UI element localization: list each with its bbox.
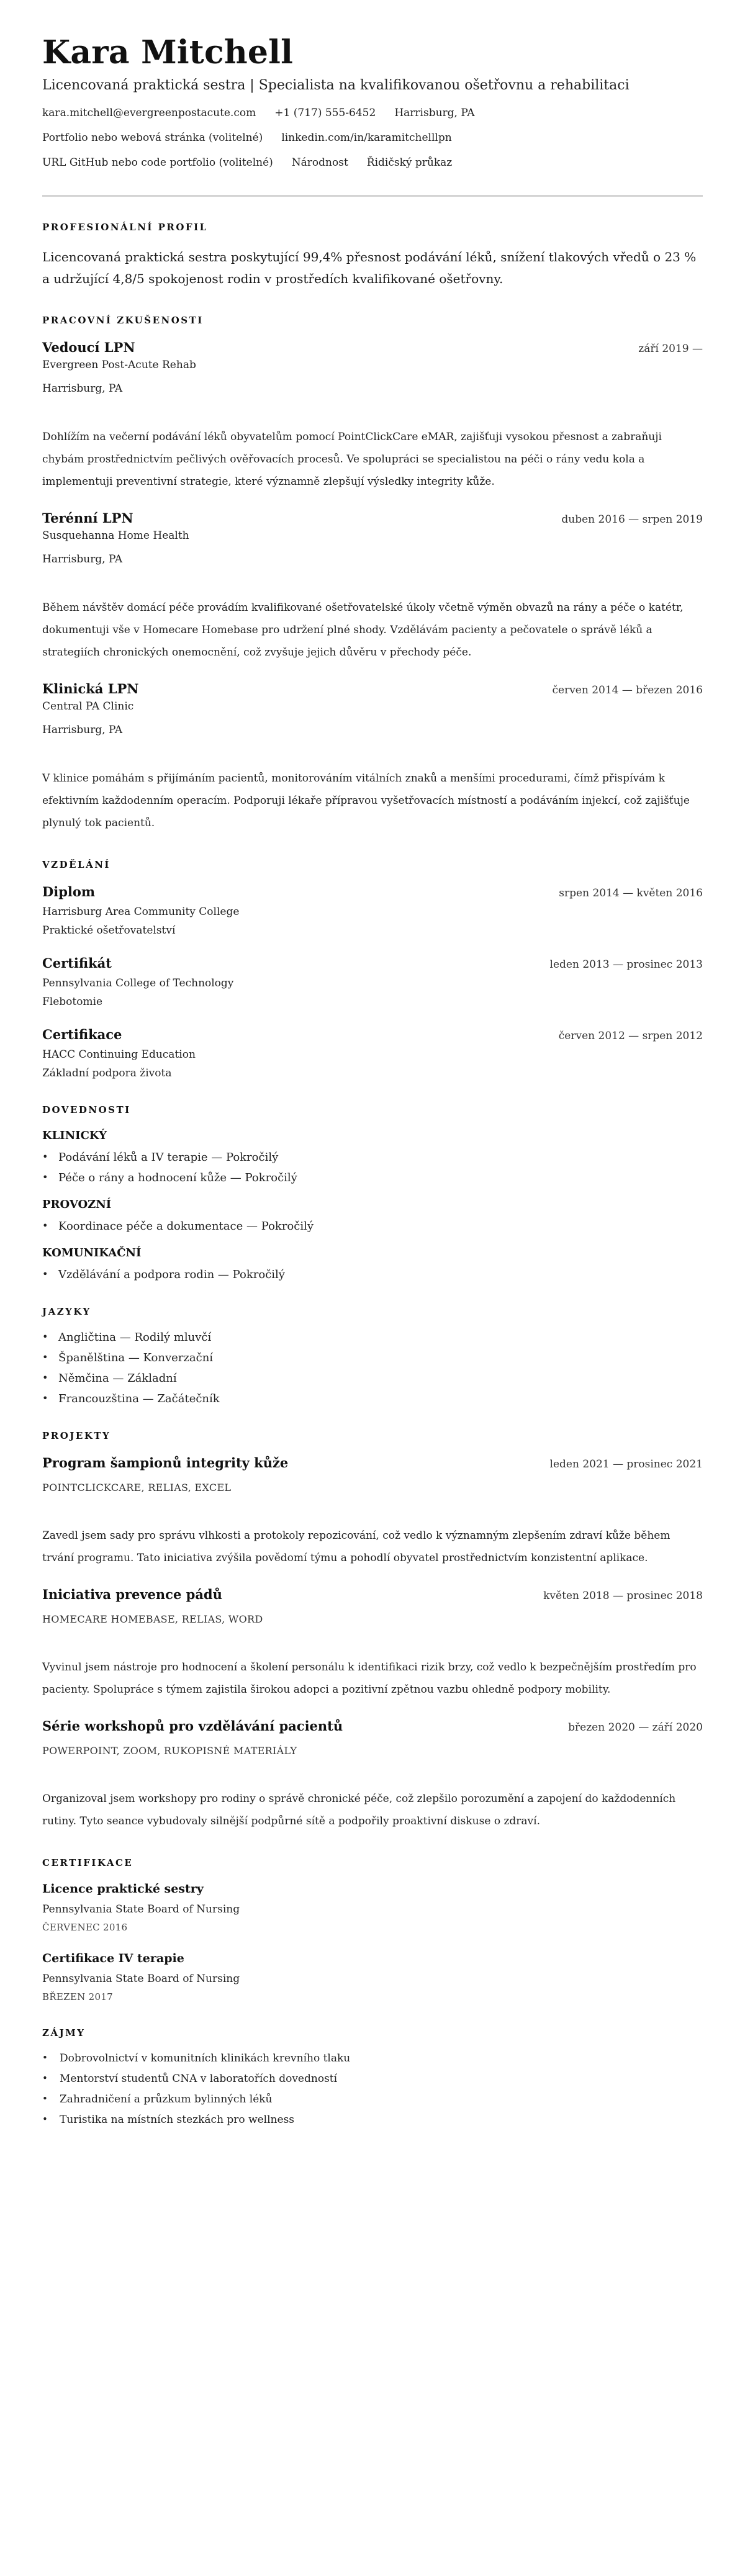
certification-date: ČERVENEC 2016 <box>42 1922 128 1934</box>
company: Central PA Clinic <box>42 700 134 713</box>
job-dates: duben 2016 — srpen 2019 <box>561 513 703 526</box>
interest-list <box>42 2052 703 2126</box>
profile-section <box>42 222 703 290</box>
degree: Diplom <box>42 884 96 900</box>
job-title: Klinická LPN <box>42 681 139 697</box>
section-title: ZÁJMY <box>42 2027 86 2039</box>
project-item <box>42 1587 703 1701</box>
section-title: PROFESIONÁLNÍ PROFIL <box>42 222 208 233</box>
candidate-name: Kara Mitchell <box>42 34 294 71</box>
contact-row <box>42 132 703 144</box>
job-dates: červen 2014 — březen 2016 <box>552 684 703 697</box>
job-location: Harrisburg, PA <box>42 724 123 737</box>
education-dates: červen 2012 — srpen 2012 <box>558 1030 703 1043</box>
phone: +1 (717) 555-6452 <box>274 107 376 120</box>
certification-name: Licence praktické sestry <box>42 1882 204 1896</box>
certification-date: BŘEZEN 2017 <box>42 1991 114 2003</box>
school: HACC Continuing Education <box>42 1048 196 1061</box>
languages-section <box>42 1306 703 1405</box>
project-dates: květen 2018 — prosinec 2018 <box>543 1590 703 1603</box>
field-of-study: Praktické ošetřovatelství <box>42 924 176 937</box>
experience-section <box>42 315 703 834</box>
skill-list <box>42 1220 703 1233</box>
skill-list <box>42 1151 703 1184</box>
interest-item: • Dobrovolnictví v komunitních klinikách krevního tlaku <box>60 2052 703 2065</box>
header-divider <box>42 195 703 197</box>
project-tech: POWERPOINT, ZOOM, RUKOPISNÉ MATERIÁLY <box>42 1745 297 1757</box>
certification-issuer: Pennsylvania State Board of Nursing <box>42 1973 240 1986</box>
job-location: Harrisburg, PA <box>42 382 123 395</box>
project-name: Série workshopů pro vzdělávání pacientů <box>42 1718 343 1734</box>
projects-section <box>42 1430 703 1832</box>
nationality: Národnost <box>291 156 348 169</box>
location: Harrisburg, PA <box>394 107 475 120</box>
education-item <box>42 1027 703 1079</box>
experience-item <box>42 510 703 664</box>
job-dates: září 2019 — <box>638 343 703 356</box>
project-item <box>42 1718 703 1832</box>
section-title: PRACOVNÍ ZKUŠENOSTI <box>42 315 204 327</box>
portfolio-link[interactable]: Portfolio nebo webová stránka (volitelné) <box>42 132 263 145</box>
project-description: Organizoval jsem workshopy pro rodiny o správě chronické péče, což zlepšilo porozumění a zapojení do každodenních rutiny. Tyto seance vybudovaly silnější podpůrné sítě a podpořily proaktivní diskuse o zdraví. <box>42 1793 676 1828</box>
resume-header <box>42 35 703 169</box>
drivers-license: Řidičský průkaz <box>366 156 453 169</box>
skills-section <box>42 1104 703 1281</box>
job-description: Během návštěv domácí péče provádím kvalifikované ošetřovatelské úkoly včetně výměn obvazů na rány a péče o katétr, dokumentuji vše v Homecare Homebase pro udržení plné shody. Vzdělávám pacienty a pečovatele o správě léků a strategiích chronických onemocnění, což zvyšuje jejich důvěru v přechody péče. <box>42 601 684 659</box>
certifications-section <box>42 1857 703 2002</box>
interest-item: • Zahradničení a průzkum bylinných léků <box>60 2093 703 2105</box>
education-item <box>42 955 703 1008</box>
education-item <box>42 884 703 937</box>
skill-group-title: PROVOZNÍ <box>42 1198 112 1212</box>
interests-section <box>42 2027 703 2126</box>
certification-name: Certifikace IV terapie <box>42 1952 184 1966</box>
skill-list <box>42 1268 703 1281</box>
section-title: CERTIFIKACE <box>42 1857 133 1869</box>
contact-row <box>42 107 703 119</box>
project-tech: POINTCLICKCARE, RELIAS, EXCEL <box>42 1482 232 1494</box>
headline: Licencovaná praktická sestra | Specialista na kvalifikovanou ošetřovnu a rehabilitaci <box>42 78 630 94</box>
skill-item: • Koordinace péče a dokumentace — Pokročilý <box>58 1220 703 1233</box>
linkedin-link[interactable]: linkedin.com/in/karamitchelllpn <box>281 132 452 145</box>
job-description: Dohlížím na večerní podávání léků obyvatelům pomocí PointClickCare eMAR, zajišťuji vysokou přesnost a zabraňuji chybám prostřednictvím pečlivých ověřovacích procesů. Ve spolupráci se specialistou na péči o rány vedu kola a implementuji preventivní strategie, které významně zlepšují výsledky integrity kůže. <box>42 431 662 489</box>
degree: Certifikát <box>42 955 112 971</box>
school: Harrisburg Area Community College <box>42 906 240 919</box>
education-section <box>42 859 703 1079</box>
school: Pennsylvania College of Technology <box>42 977 234 990</box>
language-list <box>42 1331 703 1405</box>
field-of-study: Flebotomie <box>42 996 103 1009</box>
skill-item: • Podávání léků a IV terapie — Pokročilý <box>58 1151 703 1164</box>
project-item <box>42 1455 703 1569</box>
language-item: • Angličtina — Rodilý mluvčí <box>58 1331 703 1344</box>
contact-row <box>42 156 703 169</box>
skill-item: • Vzdělávání a podpora rodin — Pokročilý <box>58 1268 703 1281</box>
language-item: • Francouzština — Začátečník <box>58 1392 703 1405</box>
project-dates: březen 2020 — září 2020 <box>568 1721 703 1734</box>
skill-item: • Péče o rány a hodnocení kůže — Pokročilý <box>58 1171 703 1184</box>
job-description: V klinice pomáhám s přijímáním pacientů, monitorováním vitálních znaků a menšími procedurami, čímž přispívám k efektivním každodenním operacím. Podporuji lékaře přípravou vyšetřovacích místností a podáváním injekcí, což zajišťuje plynulý tok pacientů. <box>42 772 690 830</box>
company: Evergreen Post-Acute Rehab <box>42 359 196 372</box>
section-title: VZDĚLÁNÍ <box>42 859 111 871</box>
company: Susquehanna Home Health <box>42 529 189 543</box>
email-link[interactable]: kara.mitchell@evergreenpostacute.com <box>42 107 256 120</box>
project-name: Program šampionů integrity kůže <box>42 1455 289 1471</box>
job-title: Vedoucí LPN <box>42 340 135 356</box>
certification-item <box>42 1882 703 1933</box>
project-name: Iniciativa prevence pádů <box>42 1587 222 1603</box>
certification-issuer: Pennsylvania State Board of Nursing <box>42 1903 240 1916</box>
project-tech: HOMECARE HOMEBASE, RELIAS, WORD <box>42 1613 263 1626</box>
education-dates: leden 2013 — prosinec 2013 <box>549 958 703 971</box>
profile-summary: Licencovaná praktická sestra poskytující 99,4% přesnost podávání léků, snížení tlakových vředů o 23 % a udržující 4,8/5 spokojenost rodin v prostředích kvalifikované ošetřovny. <box>42 250 697 287</box>
project-description: Zavedl jsem sady pro správu vlhkosti a protokoly repozicování, což vedlo k významným zlepšením zdraví kůže během trvání programu. Tato iniciativa zvýšila povědomí týmu a pohodlí obyvatel prostřednictvím konzistentní aplikace. <box>42 1529 670 1565</box>
experience-item <box>42 340 703 493</box>
section-title: JAZYKY <box>42 1306 91 1318</box>
project-description: Vyvinul jsem nástroje pro hodnocení a školení personálu k identifikaci rizik brzy, což vedlo k bezpečnějším prostředím pro pacienty. Spolupráce s týmem zajistila širokou adopci a pozitivní zpětnou vazbu ohledně podpory mobility. <box>42 1661 697 1696</box>
project-dates: leden 2021 — prosinec 2021 <box>549 1458 703 1471</box>
skill-group-title: KLINICKÝ <box>42 1129 107 1143</box>
experience-item <box>42 681 703 834</box>
language-item: • Němčina — Základní <box>58 1372 703 1385</box>
interest-item: • Turistika na místních stezkách pro wellness <box>60 2114 703 2126</box>
language-item: • Španělština — Konverzační <box>58 1351 703 1364</box>
section-title: DOVEDNOSTI <box>42 1104 131 1116</box>
section-title: PROJEKTY <box>42 1430 111 1442</box>
degree: Certifikace <box>42 1027 122 1043</box>
field-of-study: Základní podpora života <box>42 1067 172 1080</box>
certification-item <box>42 1952 703 2002</box>
skill-group-title: KOMUNIKAČNÍ <box>42 1246 142 1260</box>
job-title: Terénní LPN <box>42 510 133 526</box>
job-location: Harrisburg, PA <box>42 553 123 566</box>
interest-item: • Mentorství studentů CNA v laboratořích dovedností <box>60 2073 703 2085</box>
education-dates: srpen 2014 — květen 2016 <box>559 887 703 900</box>
github-link[interactable]: URL GitHub nebo code portfolio (volitelné) <box>42 156 273 169</box>
